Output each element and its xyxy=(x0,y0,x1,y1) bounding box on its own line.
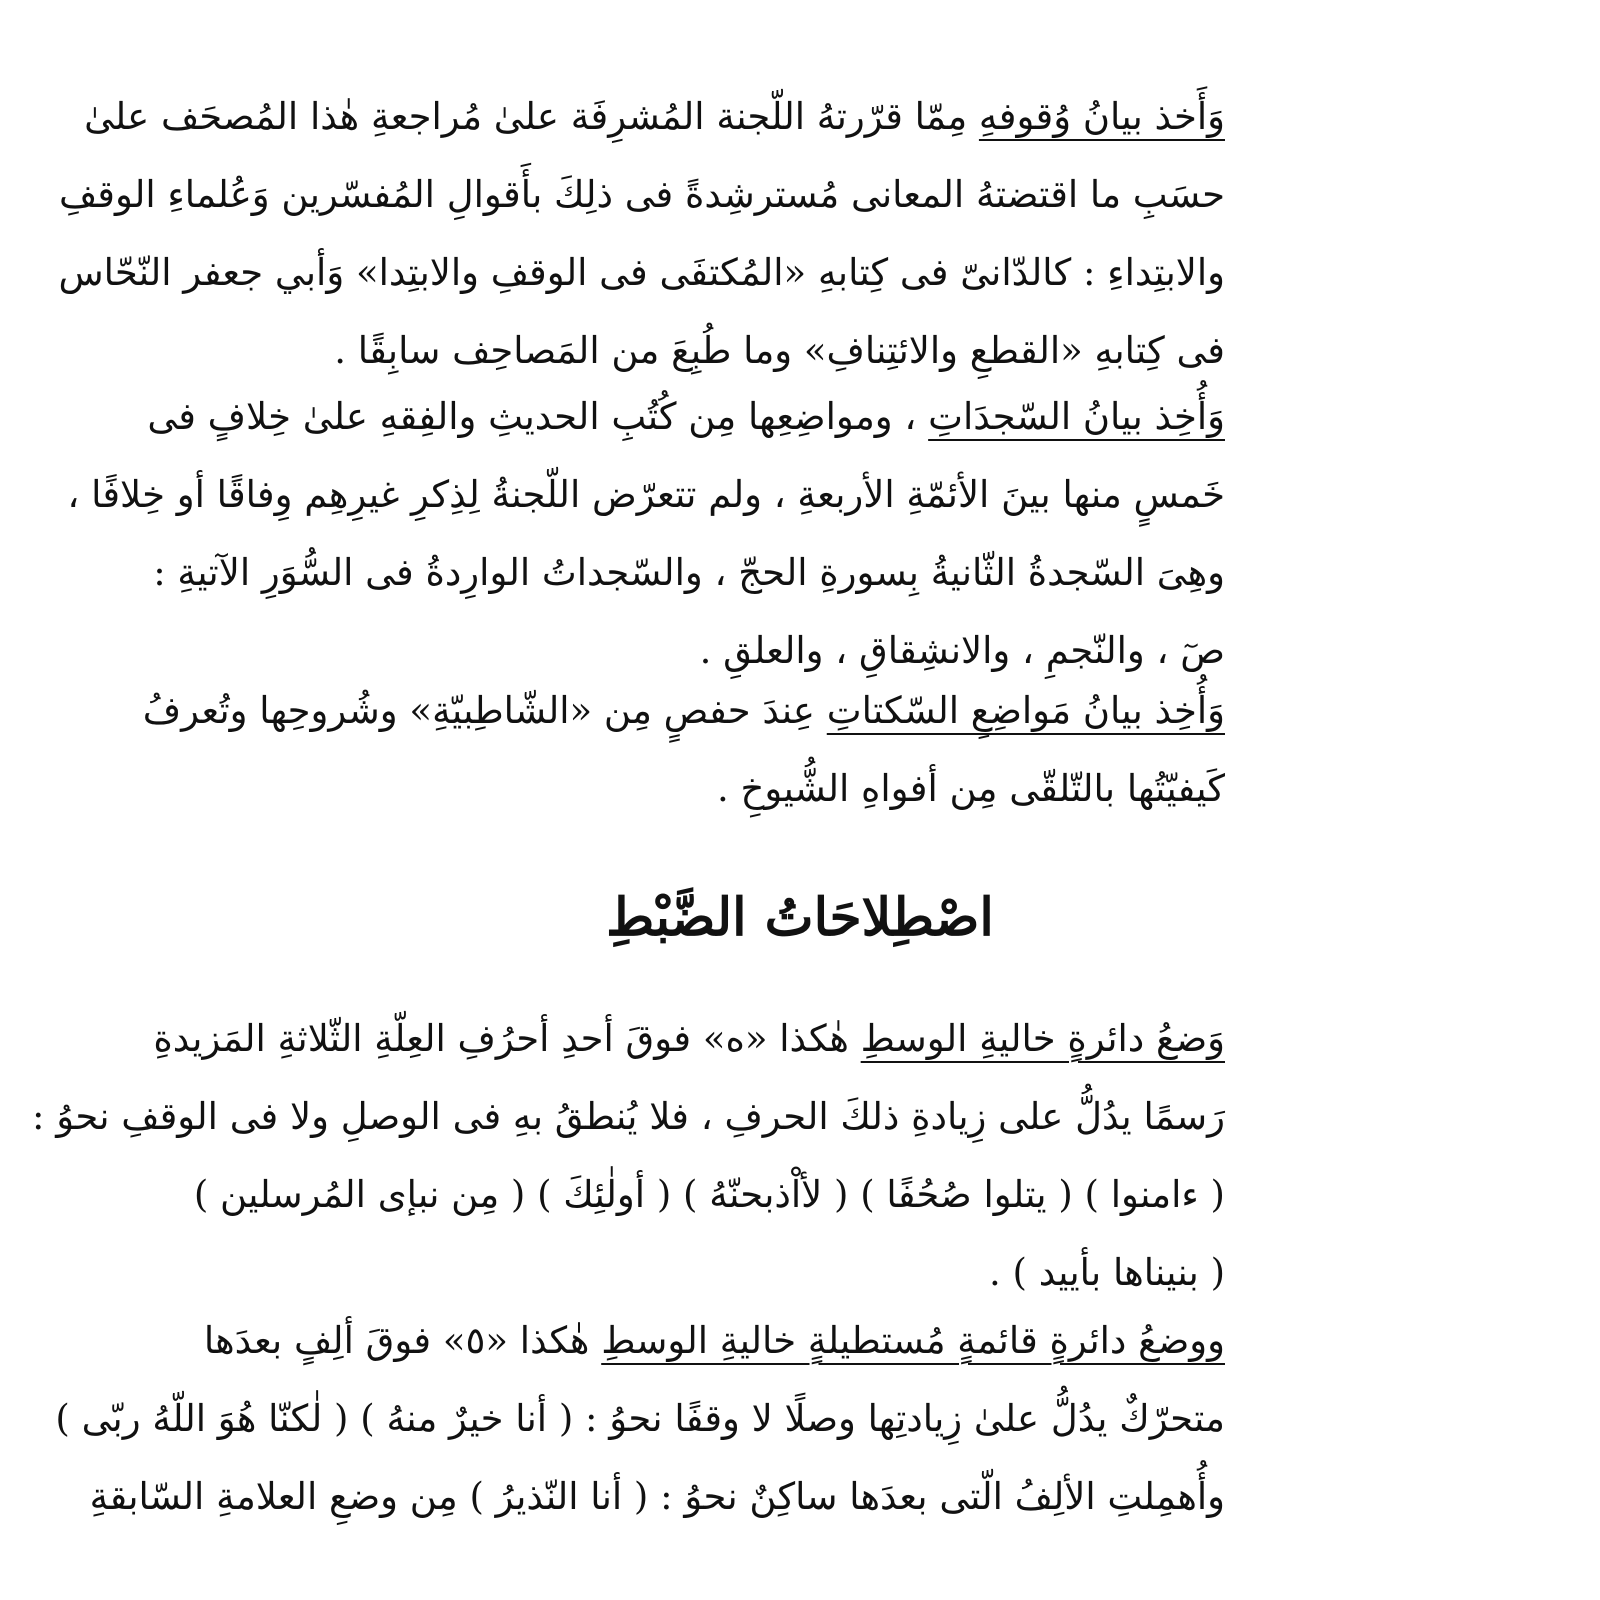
lead-phrase: وَأُخِذ بيانُ السّجدَاتِ xyxy=(928,395,1225,438)
section-1c xyxy=(142,672,1225,828)
lead-phrase: وَأُخِذ بيانُ مَواضِعِ السّكتاتِ xyxy=(826,689,1225,732)
text-line: وَأُخِذ بيانُ مَواضِعِ السّكتاتِ عِندَ حفصٍ مِن «الشّاطِبيّةِ» وشُروحِها وتُعرفُ xyxy=(142,689,1225,732)
text-line: صٓ ، والنّجمِ ، والانشِقاقِ ، والعلقِ . xyxy=(699,629,1225,672)
paragraph-circle-sign xyxy=(32,1000,1225,1312)
text-line: ووضعُ دائرةٍ قائمةٍ مُستطيلةٍ خاليةِ الوسطِ هٰكذا «٥» فوقَ ألِفٍ بعدَها xyxy=(203,1319,1225,1362)
lead-phrase: ووضعُ دائرةٍ قائمةٍ مُستطيلةٍ خاليةِ الوسطِ xyxy=(601,1319,1225,1362)
paragraph-sajadat xyxy=(67,378,1225,690)
paragraph-oval-sign xyxy=(55,1302,1225,1536)
paragraph-saktat xyxy=(142,672,1225,828)
section-1b xyxy=(67,378,1225,690)
text-line: وَأُخِذ بيانُ السّجدَاتِ ، ومواضِعِها مِن كُتُبِ الحديثِ والفِقهِ علىٰ خِلافٍ فى xyxy=(147,395,1225,438)
section-2 xyxy=(32,1000,1225,1312)
text-line: وأُهمِلتِ الألِفُ الّتى بعدَها ساكِنٌ نحوُ : ( أنا النّذيرُ ) مِن وضعِ العلامةِ السّابقةِ xyxy=(89,1475,1225,1518)
lead-phrase: وَضعُ دائرةٍ خاليةِ الوسطِ xyxy=(860,1017,1225,1060)
text-line: ( ءامنوا ) ( يتلوا صُحُفًا ) ( لأاْذبحنّهُ ) ( أولٰئِكَ ) ( مِن نبإى المُرسلين ) xyxy=(193,1173,1225,1216)
text-line: وهِىَ السّجدةُ الثّانيةُ بِسورةِ الحجّ ، والسّجداتُ الوارِدةُ فى السُّوَرِ الآتيةِ : xyxy=(153,551,1225,594)
text-line: وَضعُ دائرةٍ خاليةِ الوسطِ هٰكذا «ه» فوقَ أحدِ أحرُفِ العِلّةِ الثّلاثةِ المَزيدةِ xyxy=(153,1017,1225,1060)
text-line: فى كِتابهِ «القطعِ والائتِنافِ» وما طُبِعَ من المَصاحِف سابِقًا . xyxy=(334,329,1225,372)
text-line: والابتِداءِ : كالدّانىّ فى كِتابهِ «المُكتفَى فى الوقفِ والابتِدا» وَأبي جعفر النّحّاس xyxy=(58,251,1225,294)
text-line: كَيفيّتُها بالتّلقّى مِن أفواهِ الشُّيوخِ . xyxy=(717,767,1225,810)
text-line: حسَبِ ما اقتضتهُ المعانى مُسترشِدةً فى ذلِكَ بأَقوالِ المُفسّرين وَعُلماءِ الوقفِ xyxy=(58,173,1225,216)
text-line: رَسمًا يدُلُّ على زِيادةِ ذلكَ الحرفِ ، فلا يُنطقُ بهِ فى الوصلِ ولا فى الوقفِ نحوُ : xyxy=(32,1095,1225,1138)
paragraph-waqf xyxy=(58,78,1225,390)
lead-phrase: وَأَخذ بيانُ وُقوفهِ xyxy=(978,95,1225,138)
section-1 xyxy=(58,78,1225,390)
section-2b xyxy=(55,1302,1225,1536)
section-heading: اصْطِلاحَاتُ الضَّبْطِ xyxy=(606,887,994,948)
text-line: وَأَخذ بيانُ وُقوفهِ مِمّا قرّرتهُ اللّجنة المُشرِفَة علىٰ مُراجعةِ هٰذا المُصحَف علىٰ xyxy=(84,95,1225,138)
text-line: ( بنيناها بأييد ) . xyxy=(989,1251,1225,1294)
text-line: متحرّكٌ يدُلُّ علىٰ زِيادتِها وصلًا لا وقفًا نحوُ : ( أنا خيرٌ منهُ ) ( لٰكنّا هُوَ اللّهُ ربّى ) xyxy=(55,1397,1225,1440)
text-line: خَمسٍ منها بينَ الأئمّةِ الأربعةِ ، ولم تتعرّض اللّجنةُ لِذِكرِ غيرِهِم وِفاقًا أو خِلافًا ، xyxy=(67,473,1225,516)
